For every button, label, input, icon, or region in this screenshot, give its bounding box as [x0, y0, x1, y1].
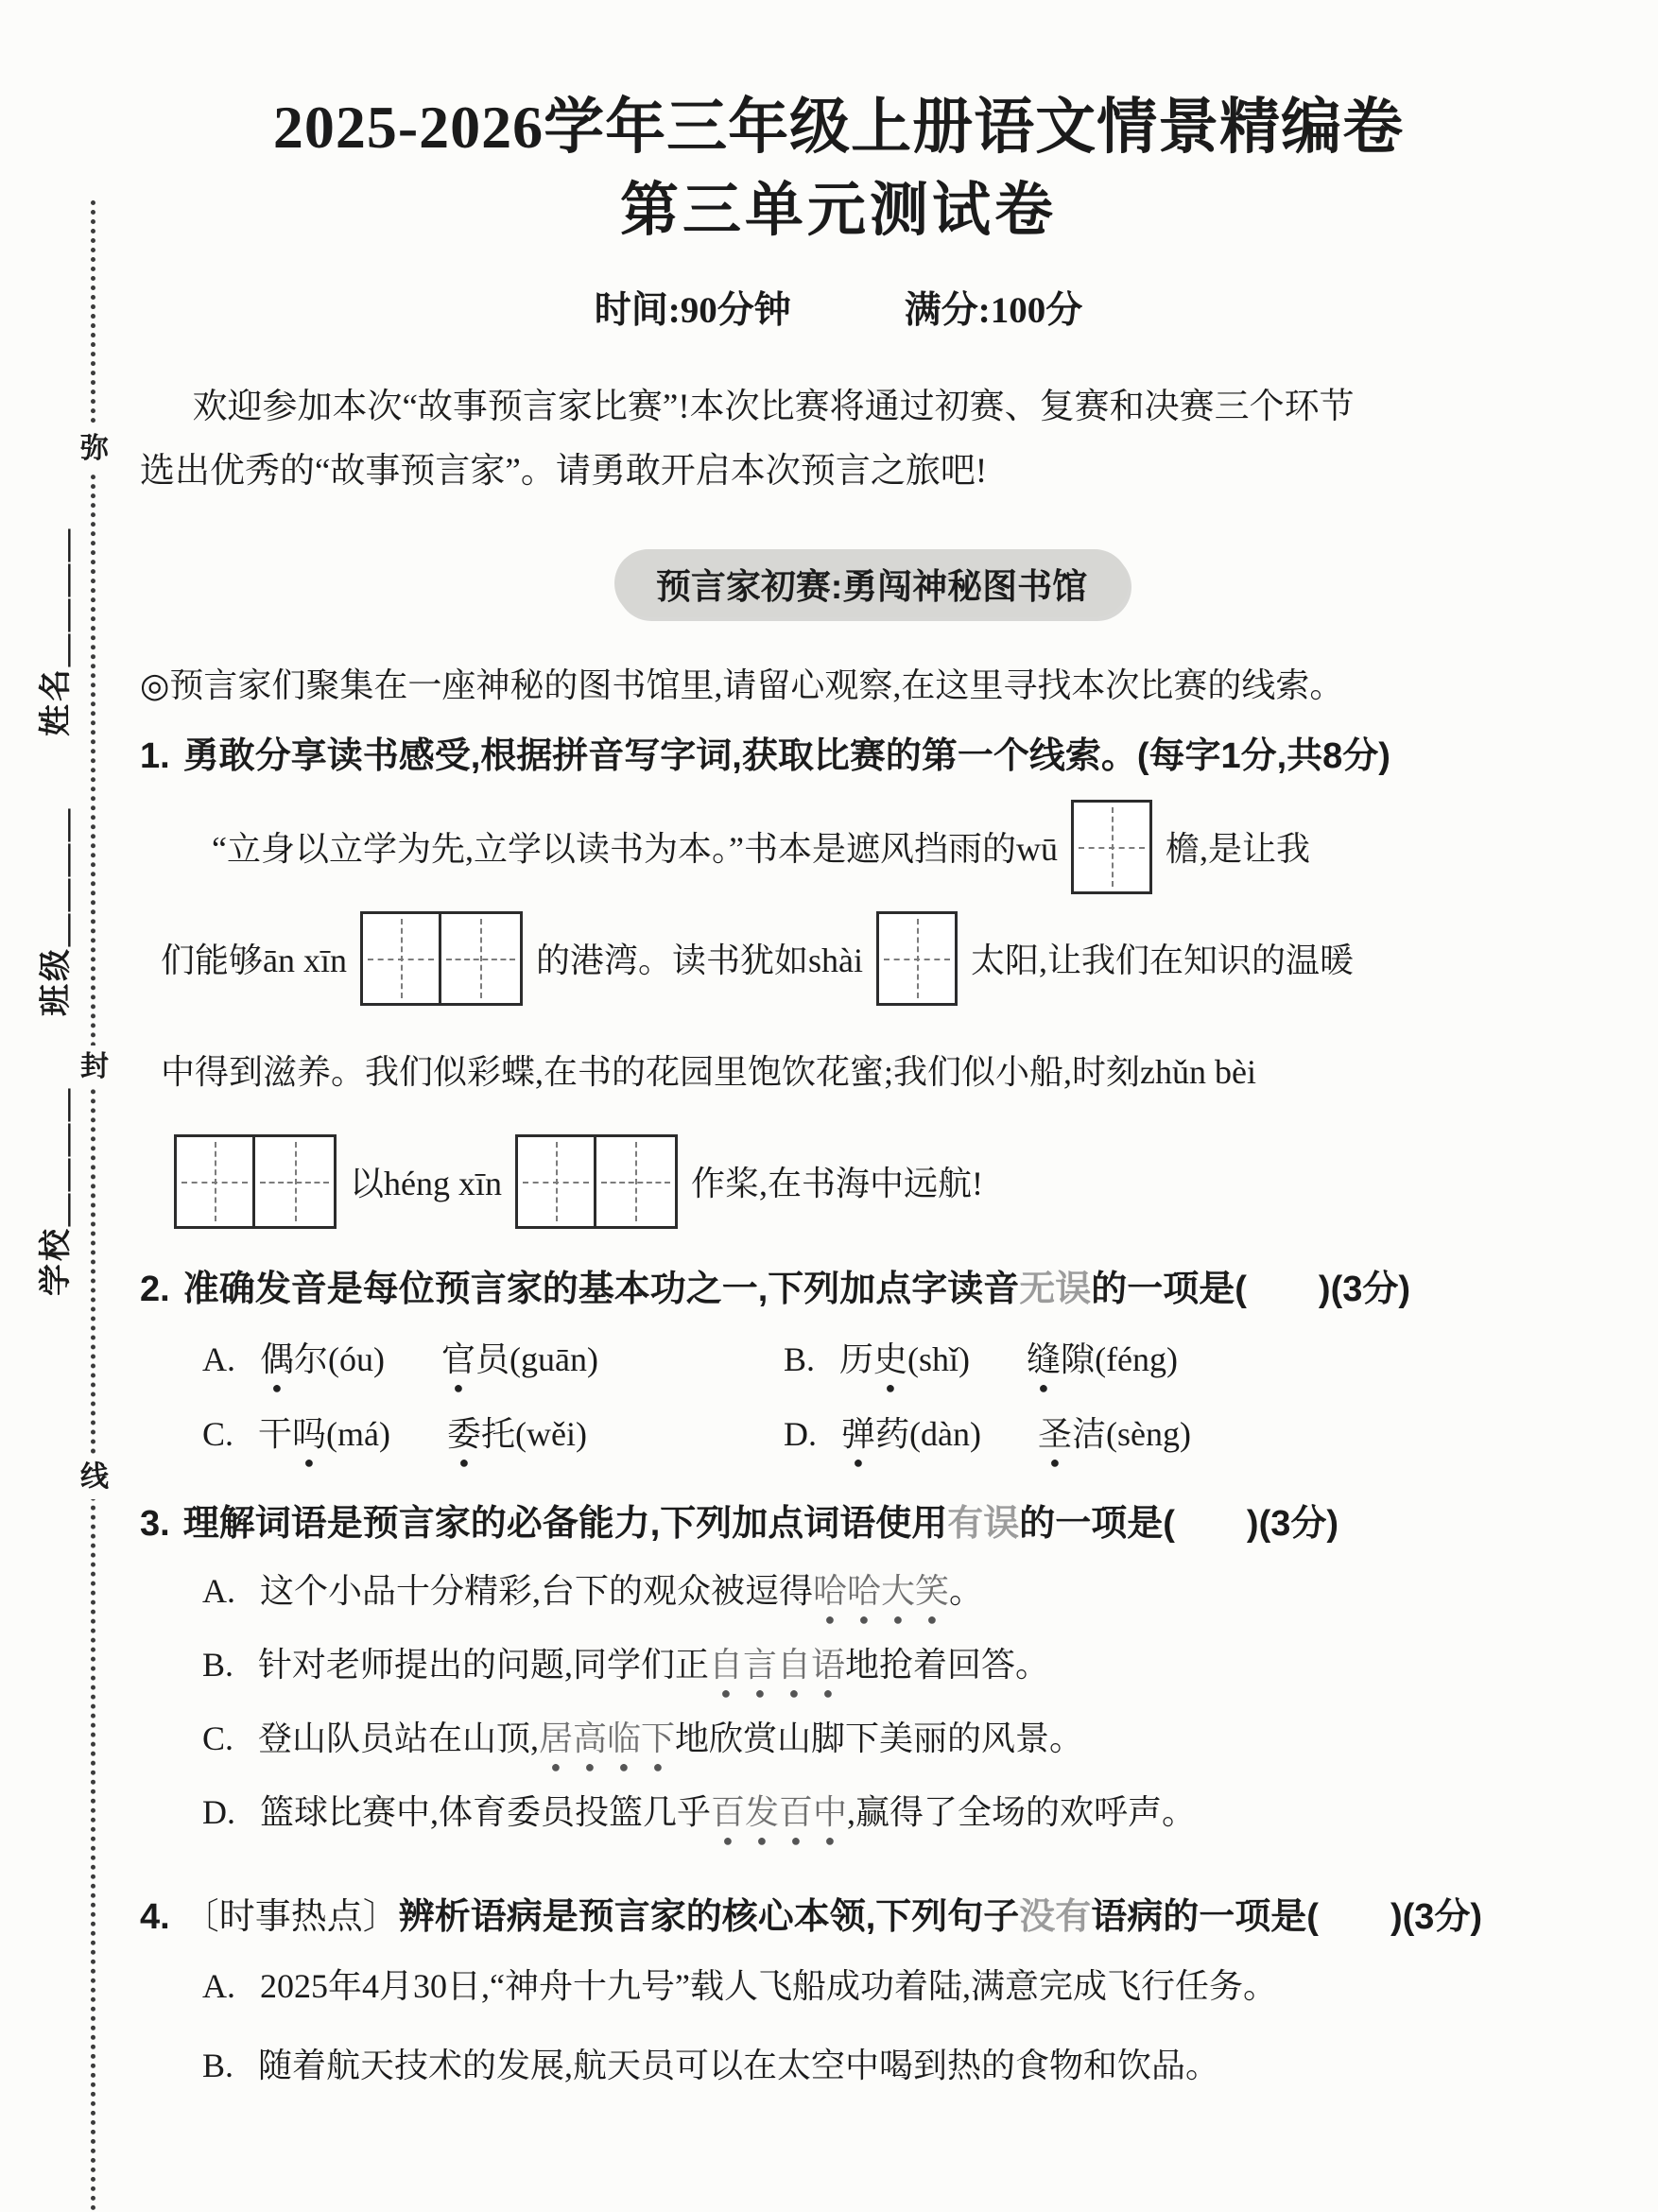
- text-run: 中得到滋养。我们似彩蝶,在书的花园里饱饮花蜜;我们似小船,时刻zhǔn bèi: [161, 1053, 1256, 1092]
- question-2-number: 2.: [140, 1269, 170, 1309]
- option-b: [202, 1629, 1537, 1702]
- question-1-text: 勇敢分享读书感受,根据拼音写字词,获取比赛的第一个线索。(每字1分,共8分): [182, 735, 1390, 776]
- dotted-character: 官: [441, 1339, 476, 1378]
- question-4-options: [140, 1946, 1537, 2105]
- word-pinyin-pair: 委托(wěi): [447, 1414, 588, 1453]
- word-pinyin-pair: 历史(shǐ): [839, 1339, 971, 1378]
- dotted-phrase: 居高临下: [539, 1719, 676, 1757]
- option-label: D.: [202, 1792, 235, 1831]
- seal-char-xian: 线: [76, 1456, 113, 1499]
- passage-line: [140, 903, 1537, 1014]
- word-pinyin-pair: 官员(guān): [441, 1339, 599, 1378]
- pinyin-annotation: (féng): [1095, 1339, 1179, 1378]
- section-badge: 预言家初赛:勇闯神秘图书馆: [614, 549, 1129, 617]
- text-run: 语病的一项是( )(3分): [1091, 1896, 1483, 1937]
- text-run: 太阳,让我们在知识的温暖: [970, 942, 1354, 980]
- pinyin-annotation: (sèng): [1106, 1414, 1191, 1453]
- option-label: A.: [202, 1571, 235, 1610]
- question-3-number: 3.: [140, 1503, 170, 1544]
- writing-box-cell[interactable]: [515, 1134, 596, 1229]
- dotted-phrase: 哈哈大笑: [813, 1571, 950, 1610]
- section-badge-row: [140, 549, 1537, 617]
- writing-box-cell[interactable]: [255, 1134, 337, 1229]
- question-3-options: [140, 1555, 1537, 1850]
- question-1-number: 1.: [140, 735, 170, 776]
- text-run: “立身以立学为先,立学以读书为本。”书本是遮风挡雨的wū: [212, 830, 1058, 869]
- exam-full-score: 满分:100分: [904, 289, 1083, 331]
- option-content: [260, 1793, 1196, 1831]
- text-run: 〔时事热点〕: [182, 1896, 399, 1937]
- option-label: C.: [202, 1414, 234, 1453]
- option-label: D.: [784, 1414, 817, 1453]
- paper-subtitle: 第三单元测试卷: [619, 178, 1057, 243]
- seal-dashed-line: [91, 200, 95, 2212]
- intro-line-2: 选出优秀的“故事预言家”。请勇敢开启本次预言之旅吧!: [140, 451, 988, 491]
- word-pinyin-pair: 缝隙(féng): [1027, 1339, 1179, 1378]
- option-c: [202, 1702, 1537, 1776]
- paper-title: 2025-2026学年三年级上册语文情景精编卷: [272, 94, 1405, 161]
- passage-line: [140, 791, 1537, 903]
- writing-box-cell[interactable]: [441, 911, 523, 1006]
- text-run: 的一项是( )(3分): [1091, 1269, 1411, 1309]
- pinyin-annotation: (shǐ): [907, 1339, 971, 1378]
- exam-time: 时间:90分钟: [594, 289, 791, 331]
- option-a: [202, 1322, 784, 1397]
- dotted-character: 委: [447, 1414, 482, 1453]
- option-content: [839, 1340, 1235, 1378]
- option-a: [202, 1946, 1537, 2026]
- text-run: 檐,是让我: [1165, 830, 1310, 869]
- text-run: 准确发音是每位预言家的基本功之一,下列加点字读音: [182, 1269, 1020, 1309]
- option-content: [841, 1415, 1248, 1453]
- seal-char-mi: 弥: [76, 427, 113, 471]
- question-3-stem: [140, 1500, 1537, 1547]
- text-run: 。: [949, 1571, 984, 1610]
- text-run: 的一项是( )(3分): [1019, 1503, 1339, 1544]
- option-content: [258, 2047, 1219, 2084]
- option-label: C.: [202, 1719, 234, 1757]
- option-content: [260, 1340, 655, 1378]
- word-pinyin-pair: 圣洁(sèng): [1038, 1414, 1191, 1453]
- option-label: A.: [202, 1339, 235, 1378]
- text-run: 们能够ān xīn: [161, 942, 347, 980]
- dotted-character: 史: [873, 1339, 908, 1378]
- text-run: ,赢得了全场的欢呼声。: [847, 1792, 1197, 1831]
- option-label: A.: [202, 1966, 235, 2005]
- writing-box-cell[interactable]: [174, 1134, 255, 1229]
- option-b: [202, 2026, 1537, 2105]
- text-run: 辨析语病是预言家的核心本领,下列句子: [398, 1896, 1020, 1937]
- option-d: [202, 1776, 1537, 1850]
- intro-paragraph: [140, 375, 1537, 504]
- option-label: B.: [202, 2046, 234, 2084]
- question-4-text: [183, 1893, 1482, 1941]
- question-2-stem: [140, 1266, 1537, 1313]
- option-c: [202, 1397, 784, 1472]
- question-4-number: 4.: [140, 1896, 170, 1937]
- option-label: B.: [202, 1645, 234, 1684]
- option-content: [260, 1572, 983, 1610]
- question-2-options: [140, 1322, 1537, 1472]
- exam-meta: [140, 281, 1537, 334]
- dotted-character: 吗: [292, 1414, 327, 1453]
- dotted-phrase: 自言自语: [709, 1645, 846, 1684]
- text-run: 地欣赏山脚下美丽的风景。: [675, 1719, 1084, 1757]
- highlight-word: 有误: [947, 1503, 1020, 1544]
- text-run: 地抢着回答。: [845, 1645, 1050, 1684]
- text-run: 2025年4月30日,“神舟十九号”载人飞船成功着陆,满意完成飞行任务。: [260, 1966, 1277, 2005]
- paper-content: [140, 0, 1537, 2105]
- option-content: [258, 1646, 1049, 1684]
- option-d: [784, 1397, 1537, 1472]
- question-1-stem: [140, 733, 1537, 780]
- word-pinyin-pair: 干吗(má): [258, 1414, 391, 1453]
- option-label: B.: [784, 1339, 816, 1378]
- question-3-text: [183, 1500, 1338, 1547]
- student-info-labels: 学校＿＿＿＿ 班级＿＿＿＿ 姓名＿＿＿＿: [38, 527, 74, 1296]
- pinyin-annotation: (má): [326, 1414, 391, 1453]
- option-content: [258, 1415, 644, 1453]
- pinyin-annotation: (óu): [328, 1339, 386, 1378]
- word-pinyin-pair: 弹药(dàn): [841, 1414, 981, 1453]
- dotted-character: 缝: [1027, 1339, 1062, 1378]
- writing-boxes[interactable]: [876, 911, 958, 1006]
- option-content: [260, 1967, 1277, 2005]
- passage-line: [140, 1014, 1537, 1126]
- pinyin-annotation: (wěi): [515, 1414, 588, 1453]
- pinyin-annotation: (guān): [509, 1339, 599, 1378]
- writing-box-cell[interactable]: [596, 1134, 678, 1229]
- question-4-stem: [140, 1893, 1537, 1941]
- intro-line-1: 欢迎参加本次“故事预言家比赛”!本次比赛将通过初赛、复赛和决赛三个环节: [192, 387, 1355, 426]
- seal-char-feng: 封: [76, 1046, 113, 1089]
- passage-line: [140, 1126, 1537, 1237]
- option-content: [258, 1719, 1083, 1757]
- dotted-character: 弹: [841, 1414, 876, 1453]
- question-2-text: [183, 1266, 1410, 1313]
- text-run: 针对老师提出的问题,同学们正: [258, 1645, 710, 1684]
- dotted-character: 圣: [1038, 1414, 1073, 1453]
- text-run: 随着航天技术的发展,航天员可以在太空中喝到热的食物和饮品。: [258, 2046, 1220, 2084]
- text-run: 作桨,在书海中远航!: [690, 1165, 983, 1203]
- question-1-passage: [140, 791, 1537, 1237]
- text-run: 以héng xīn: [350, 1165, 502, 1203]
- writing-box-cell[interactable]: [360, 911, 441, 1006]
- writing-box-cell[interactable]: [1071, 800, 1152, 894]
- pinyin-annotation: (dàn): [909, 1414, 981, 1453]
- writing-boxes[interactable]: [1071, 800, 1152, 894]
- highlight-word: 无误: [1019, 1269, 1092, 1309]
- text-run: 的港湾。读书犹如shài: [535, 942, 863, 980]
- text-run: 理解词语是预言家的必备能力,下列加点词语使用: [182, 1503, 948, 1544]
- word-pinyin-pair: 偶尔(óu): [260, 1339, 386, 1378]
- highlight-word: 没有: [1019, 1896, 1092, 1937]
- option-a: [202, 1555, 1537, 1629]
- option-b: [784, 1322, 1537, 1397]
- dotted-character: 偶: [260, 1339, 295, 1378]
- text-run: 登山队员站在山顶,: [258, 1719, 540, 1757]
- text-run: 篮球比赛中,体育委员投篮几乎: [260, 1792, 712, 1831]
- section-note: ◎预言家们聚集在一座神秘的图书馆里,请留心观察,在这里寻找本次比赛的线索。: [140, 665, 1344, 704]
- writing-box-cell[interactable]: [876, 911, 958, 1006]
- writing-boxes[interactable]: [174, 1134, 337, 1229]
- dotted-phrase: 百发百中: [711, 1792, 848, 1831]
- writing-boxes[interactable]: [360, 911, 523, 1006]
- text-run: 这个小品十分精彩,台下的观众被逗得: [260, 1571, 814, 1610]
- writing-boxes[interactable]: [515, 1134, 678, 1229]
